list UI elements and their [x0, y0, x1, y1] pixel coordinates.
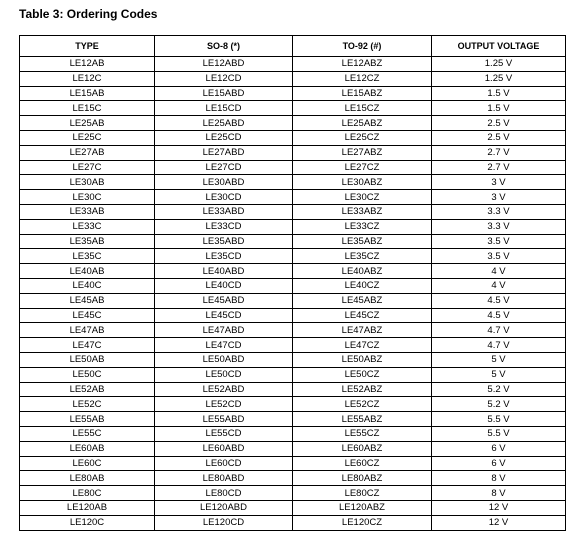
type-cell: LE35C — [20, 249, 155, 264]
output-voltage-cell: 1.5 V — [432, 101, 566, 116]
output-voltage-cell: 4.5 V — [432, 293, 566, 308]
output-voltage-cell: 2.7 V — [432, 160, 566, 175]
to92-cell: LE47CZ — [293, 338, 432, 353]
so8-cell: LE50CD — [155, 367, 293, 382]
output-voltage-cell: 4.7 V — [432, 323, 566, 338]
so8-cell: LE47ABD — [155, 323, 293, 338]
so8-cell: LE52CD — [155, 397, 293, 412]
type-cell: LE80C — [20, 486, 155, 501]
ordering-codes-table — [19, 35, 566, 531]
so8-cell: LE25CD — [155, 130, 293, 145]
so8-cell: LE12ABD — [155, 57, 293, 72]
output-voltage-cell: 3.3 V — [432, 219, 566, 234]
output-voltage-cell: 6 V — [432, 441, 566, 456]
header-row — [20, 36, 566, 57]
table-row — [20, 130, 566, 145]
output-voltage-cell: 2.7 V — [432, 145, 566, 160]
header-to92: TO-92 (#) — [293, 36, 432, 57]
output-voltage-cell: 12 V — [432, 500, 566, 515]
type-cell: LE35AB — [20, 234, 155, 249]
type-cell: LE30C — [20, 190, 155, 205]
so8-cell: LE12CD — [155, 71, 293, 86]
to92-cell: LE47ABZ — [293, 323, 432, 338]
table-row — [20, 57, 566, 72]
so8-cell: LE33CD — [155, 219, 293, 234]
to92-cell: LE80ABZ — [293, 471, 432, 486]
so8-cell: LE55ABD — [155, 412, 293, 427]
to92-cell: LE35ABZ — [293, 234, 432, 249]
table-row — [20, 219, 566, 234]
header-so8: SO-8 (*) — [155, 36, 293, 57]
to92-cell: LE50CZ — [293, 367, 432, 382]
type-cell: LE25AB — [20, 116, 155, 131]
output-voltage-cell: 5.5 V — [432, 426, 566, 441]
so8-cell: LE30ABD — [155, 175, 293, 190]
type-cell: LE27C — [20, 160, 155, 175]
table-row — [20, 175, 566, 190]
type-cell: LE120C — [20, 515, 155, 530]
output-voltage-cell: 8 V — [432, 486, 566, 501]
table-row — [20, 308, 566, 323]
so8-cell: LE33ABD — [155, 204, 293, 219]
output-voltage-cell: 8 V — [432, 471, 566, 486]
table-caption: Table 3: Ordering Codes — [19, 7, 158, 21]
output-voltage-cell: 3.3 V — [432, 204, 566, 219]
output-voltage-cell: 5 V — [432, 367, 566, 382]
table-row — [20, 397, 566, 412]
table-row — [20, 367, 566, 382]
output-voltage-cell: 1.25 V — [432, 71, 566, 86]
type-cell: LE55C — [20, 426, 155, 441]
so8-cell: LE30CD — [155, 190, 293, 205]
type-cell: LE52AB — [20, 382, 155, 397]
table-row — [20, 441, 566, 456]
output-voltage-cell: 4 V — [432, 278, 566, 293]
output-voltage-cell: 3 V — [432, 175, 566, 190]
output-voltage-cell: 5.2 V — [432, 382, 566, 397]
header-output-voltage: OUTPUT VOLTAGE — [432, 36, 566, 57]
type-cell: LE27AB — [20, 145, 155, 160]
to92-cell: LE25ABZ — [293, 116, 432, 131]
output-voltage-cell: 6 V — [432, 456, 566, 471]
type-cell: LE50AB — [20, 352, 155, 367]
output-voltage-cell: 3 V — [432, 190, 566, 205]
to92-cell: LE35CZ — [293, 249, 432, 264]
so8-cell: LE35CD — [155, 249, 293, 264]
table-row — [20, 160, 566, 175]
type-cell: LE60C — [20, 456, 155, 471]
table-row — [20, 116, 566, 131]
output-voltage-cell: 4.5 V — [432, 308, 566, 323]
output-voltage-cell: 12 V — [432, 515, 566, 530]
type-cell: LE25C — [20, 130, 155, 145]
to92-cell: LE40CZ — [293, 278, 432, 293]
output-voltage-cell: 2.5 V — [432, 130, 566, 145]
to92-cell: LE52ABZ — [293, 382, 432, 397]
type-cell: LE33C — [20, 219, 155, 234]
table-row — [20, 382, 566, 397]
to92-cell: LE60ABZ — [293, 441, 432, 456]
table-row — [20, 323, 566, 338]
output-voltage-cell: 5.5 V — [432, 412, 566, 427]
table-row — [20, 471, 566, 486]
table-body — [20, 57, 566, 531]
to92-cell: LE30ABZ — [293, 175, 432, 190]
to92-cell: LE15ABZ — [293, 86, 432, 101]
so8-cell: LE80CD — [155, 486, 293, 501]
output-voltage-cell: 2.5 V — [432, 116, 566, 131]
type-cell: LE12C — [20, 71, 155, 86]
output-voltage-cell: 1.25 V — [432, 57, 566, 72]
type-cell: LE50C — [20, 367, 155, 382]
to92-cell: LE30CZ — [293, 190, 432, 205]
type-cell: LE80AB — [20, 471, 155, 486]
output-voltage-cell: 1.5 V — [432, 86, 566, 101]
so8-cell: LE40CD — [155, 278, 293, 293]
so8-cell: LE45ABD — [155, 293, 293, 308]
so8-cell: LE45CD — [155, 308, 293, 323]
so8-cell: LE120CD — [155, 515, 293, 530]
to92-cell: LE33CZ — [293, 219, 432, 234]
type-cell: LE30AB — [20, 175, 155, 190]
to92-cell: LE40ABZ — [293, 264, 432, 279]
type-cell: LE15AB — [20, 86, 155, 101]
to92-cell: LE27CZ — [293, 160, 432, 175]
so8-cell: LE60CD — [155, 456, 293, 471]
to92-cell: LE80CZ — [293, 486, 432, 501]
to92-cell: LE33ABZ — [293, 204, 432, 219]
table-row — [20, 249, 566, 264]
so8-cell: LE27ABD — [155, 145, 293, 160]
output-voltage-cell: 5 V — [432, 352, 566, 367]
output-voltage-cell: 4.7 V — [432, 338, 566, 353]
table-row — [20, 264, 566, 279]
table-row — [20, 234, 566, 249]
table-row — [20, 456, 566, 471]
to92-cell: LE45ABZ — [293, 293, 432, 308]
so8-cell: LE15CD — [155, 101, 293, 116]
type-cell: LE60AB — [20, 441, 155, 456]
header-type: TYPE — [20, 36, 155, 57]
table-row — [20, 486, 566, 501]
so8-cell: LE55CD — [155, 426, 293, 441]
table-row — [20, 500, 566, 515]
so8-cell: LE15ABD — [155, 86, 293, 101]
table-row — [20, 86, 566, 101]
table-row — [20, 338, 566, 353]
output-voltage-cell: 4 V — [432, 264, 566, 279]
so8-cell: LE27CD — [155, 160, 293, 175]
type-cell: LE47AB — [20, 323, 155, 338]
table-row — [20, 101, 566, 116]
table-row — [20, 190, 566, 205]
table-row — [20, 412, 566, 427]
so8-cell: LE40ABD — [155, 264, 293, 279]
table-row — [20, 278, 566, 293]
table-row — [20, 293, 566, 308]
type-cell: LE15C — [20, 101, 155, 116]
table-row — [20, 352, 566, 367]
table-row — [20, 145, 566, 160]
output-voltage-cell: 3.5 V — [432, 249, 566, 264]
to92-cell: LE12ABZ — [293, 57, 432, 72]
so8-cell: LE80ABD — [155, 471, 293, 486]
type-cell: LE45C — [20, 308, 155, 323]
so8-cell: LE47CD — [155, 338, 293, 353]
so8-cell: LE52ABD — [155, 382, 293, 397]
type-cell: LE12AB — [20, 57, 155, 72]
type-cell: LE52C — [20, 397, 155, 412]
type-cell: LE40AB — [20, 264, 155, 279]
to92-cell: LE12CZ — [293, 71, 432, 86]
so8-cell: LE35ABD — [155, 234, 293, 249]
type-cell: LE47C — [20, 338, 155, 353]
type-cell: LE45AB — [20, 293, 155, 308]
to92-cell: LE50ABZ — [293, 352, 432, 367]
type-cell: LE55AB — [20, 412, 155, 427]
to92-cell: LE60CZ — [293, 456, 432, 471]
output-voltage-cell: 5.2 V — [432, 397, 566, 412]
table-row — [20, 71, 566, 86]
to92-cell: LE27ABZ — [293, 145, 432, 160]
so8-cell: LE60ABD — [155, 441, 293, 456]
output-voltage-cell: 3.5 V — [432, 234, 566, 249]
to92-cell: LE55CZ — [293, 426, 432, 441]
type-cell: LE33AB — [20, 204, 155, 219]
table-row — [20, 204, 566, 219]
table-row — [20, 426, 566, 441]
type-cell: LE40C — [20, 278, 155, 293]
so8-cell: LE120ABD — [155, 500, 293, 515]
to92-cell: LE120CZ — [293, 515, 432, 530]
so8-cell: LE50ABD — [155, 352, 293, 367]
to92-cell: LE15CZ — [293, 101, 432, 116]
to92-cell: LE55ABZ — [293, 412, 432, 427]
type-cell: LE120AB — [20, 500, 155, 515]
to92-cell: LE25CZ — [293, 130, 432, 145]
so8-cell: LE25ABD — [155, 116, 293, 131]
table-row — [20, 515, 566, 530]
to92-cell: LE120ABZ — [293, 500, 432, 515]
to92-cell: LE45CZ — [293, 308, 432, 323]
to92-cell: LE52CZ — [293, 397, 432, 412]
